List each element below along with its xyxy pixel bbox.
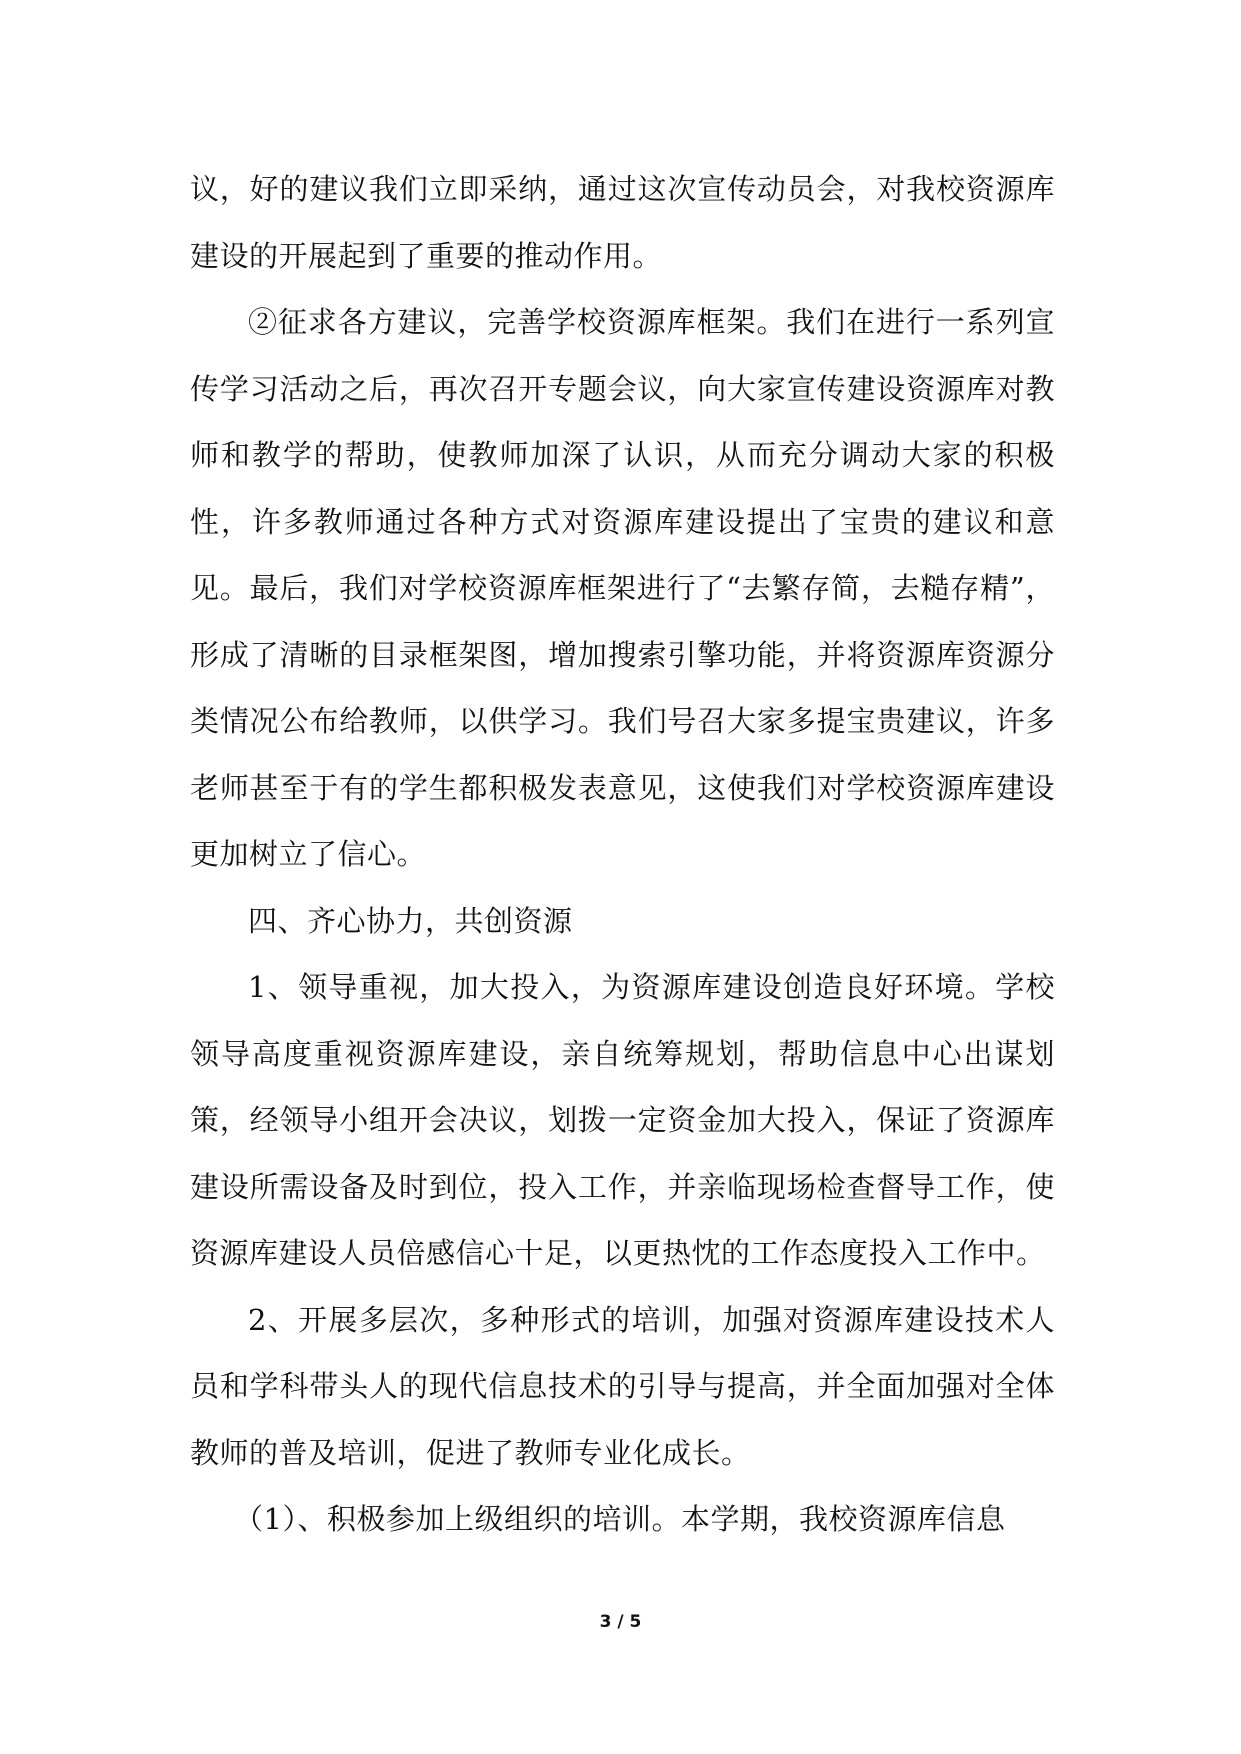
paragraph-5: （1）、积极参加上级组织的培训。本学期，我校资源库信息 [234, 1502, 1006, 1536]
paragraph-1: 议，好的建议我们立即采纳，通过这次宣传动员会，对我校资源库建设的开展起到了重要的推动作用。 [190, 172, 1055, 273]
paragraph-2: ②征求各方建议，完善学校资源库框架。我们在进行一系列宣传学习活动之后，再次召开专题会议，向大家宣传建设资源库对教师和教学的帮助，使教师加深了认识，从而充分调动大家的积极性，许多教师通过各种方式对资源库建设提出了宝贵的建议和意见。最后，我们对学校资源库框架进行了“去繁存简，去糙存精”，形成了清晰的目录框架图，增加搜索引擎功能，并将资源库资源分类情况公布给教师，以供学习。我们号召大家多提宝贵建议，许多老师甚至于有的学生都积极发表意见，这使我们对学校资源库建设更加树立了信心。 [190, 305, 1055, 871]
page-number: 3 / 5 [599, 1612, 642, 1632]
paragraph-3: 1、领导重视，加大投入，为资源库建设创造良好环境。学校领导高度重视资源库建设，亲自统筹规划，帮助信息中心出谋划策，经领导小组开会决议，划拨一定资金加大投入，保证了资源库建设所需设备及时到位，投入工作，并亲临现场检查督导工作，使资源库建设人员倍感信心十足，以更热忱的工作态度投入工作中。 [190, 970, 1055, 1270]
document-body [190, 156, 1055, 1553]
section-heading-4: 四、齐心协力，共创资源 [248, 903, 573, 938]
paragraph-4: 2、开展多层次，多种形式的培训，加强对资源库建设技术人员和学科带头人的现代信息技术的引导与提高，并全面加强对全体教师的普及培训，促进了教师专业化成长。 [190, 1302, 1055, 1470]
